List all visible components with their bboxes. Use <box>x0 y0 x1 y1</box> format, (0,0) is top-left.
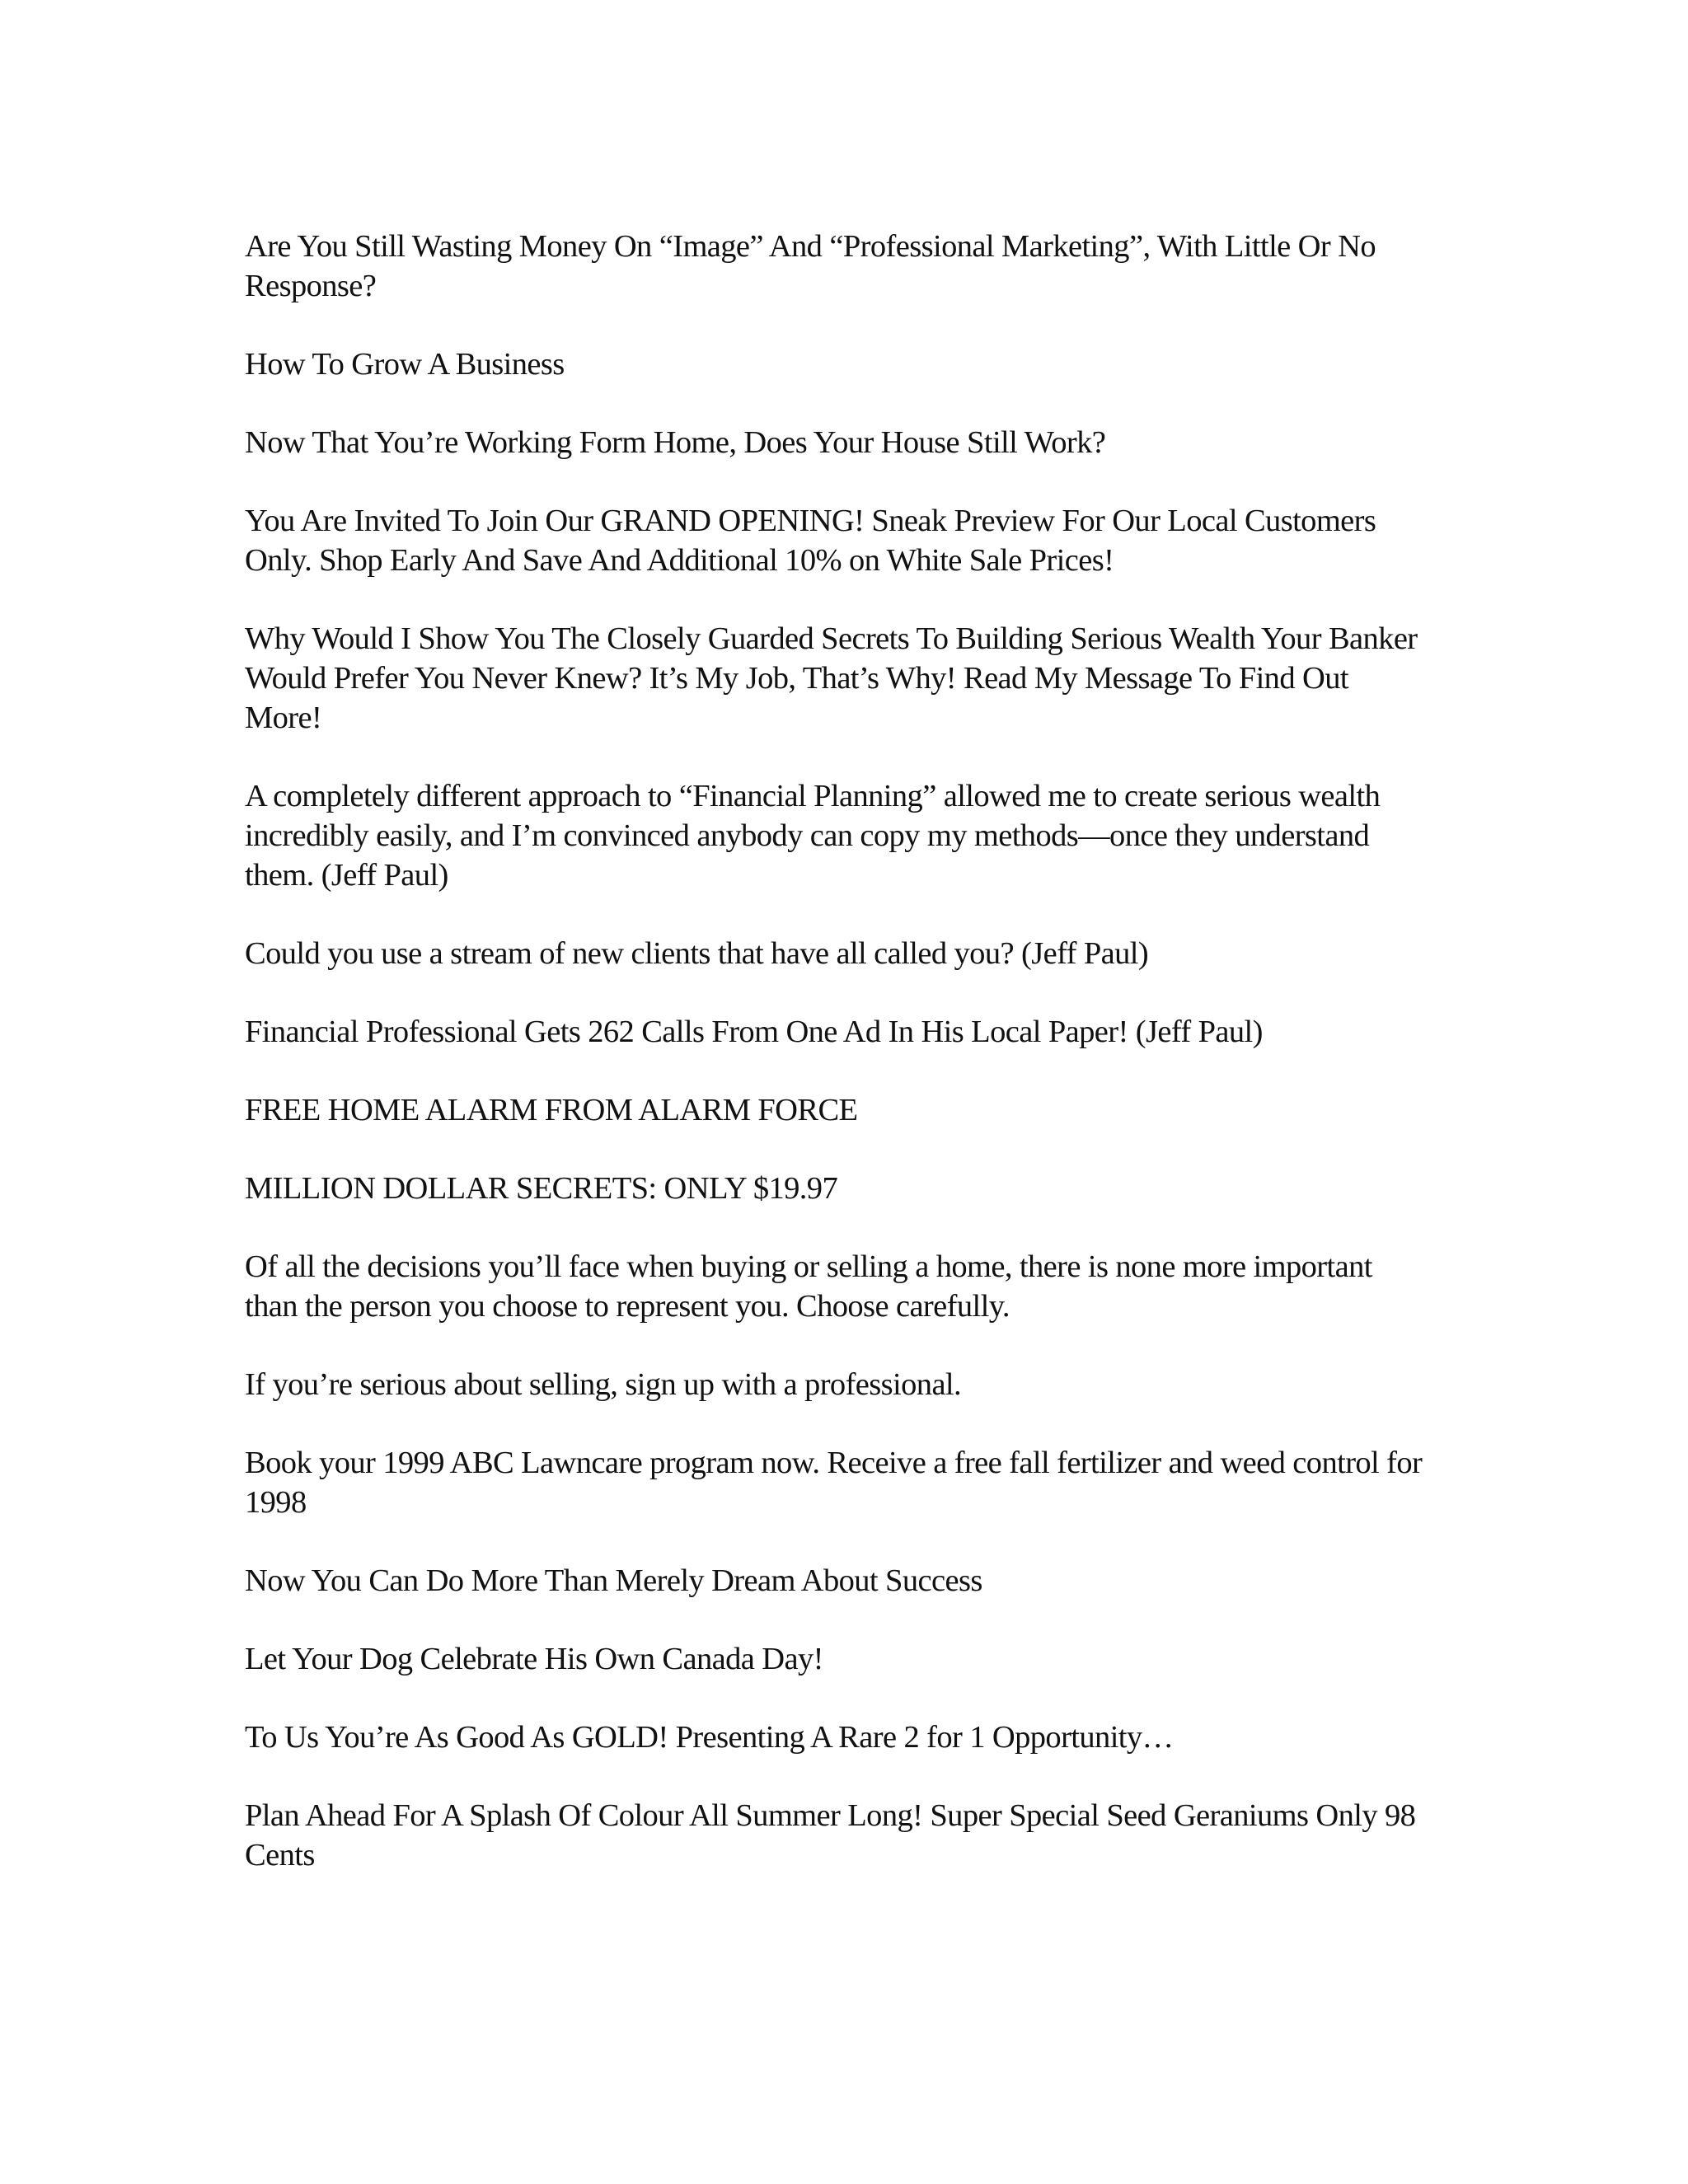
headline-paragraph: To Us You’re As Good As GOLD! Presenting A Rare 2 for 1 Opportunity… <box>245 1720 1174 1755</box>
headline-paragraph: Book your 1999 ABC Lawncare program now. Receive a free fall fertilizer and weed control for 1998 <box>245 1446 1423 1520</box>
headline-paragraph: Financial Professional Gets 262 Calls From One Ad In His Local Paper! (Jeff Paul) <box>245 1015 1263 1049</box>
headline-paragraph: How To Grow A Business <box>245 347 565 382</box>
headline-paragraph: You Are Invited To Join Our GRAND OPENING! Sneak Preview For Our Local Customers Only. Shop Early And Save And Additional 10% on White Sale Prices! <box>245 504 1376 578</box>
headline-paragraph: Now You Can Do More Than Merely Dream About Success <box>245 1563 982 1598</box>
headline-paragraph: Now That You’re Working Form Home, Does Your House Still Work? <box>245 425 1106 460</box>
headline-paragraph: A completely different approach to “Financial Planning” allowed me to create serious wealth incredibly easily, and I’m convinced anybody can copy my methods—once they understand them. (Jeff Paul) <box>245 779 1381 893</box>
headline-list <box>245 227 1432 1914</box>
headline-paragraph: Are You Still Wasting Money On “Image” And “Professional Marketing”, With Little Or No Response? <box>245 229 1376 303</box>
headline-paragraph: Let Your Dog Celebrate His Own Canada Day! <box>245 1642 823 1676</box>
headline-paragraph: FREE HOME ALARM FROM ALARM FORCE <box>245 1093 858 1127</box>
headline-paragraph: MILLION DOLLAR SECRETS: ONLY $19.97 <box>245 1171 838 1206</box>
headline-paragraph: Why Would I Show You The Closely Guarded Secrets To Building Serious Wealth Your Banker Would Prefer You Never Knew? It’s My Job, That’s Why! Read My Message To Find Out More! <box>245 621 1418 735</box>
headline-paragraph: If you’re serious about selling, sign up with a professional. <box>245 1367 962 1402</box>
headline-paragraph: Plan Ahead For A Splash Of Colour All Summer Long! Super Special Seed Geraniums Only 98 Cents <box>245 1798 1416 1872</box>
headline-paragraph: Could you use a stream of new clients that have all called you? (Jeff Paul) <box>245 936 1149 971</box>
headline-paragraph: Of all the decisions you’ll face when buying or selling a home, there is none more important than the person you choose to represent you. Choose carefully. <box>245 1249 1372 1324</box>
